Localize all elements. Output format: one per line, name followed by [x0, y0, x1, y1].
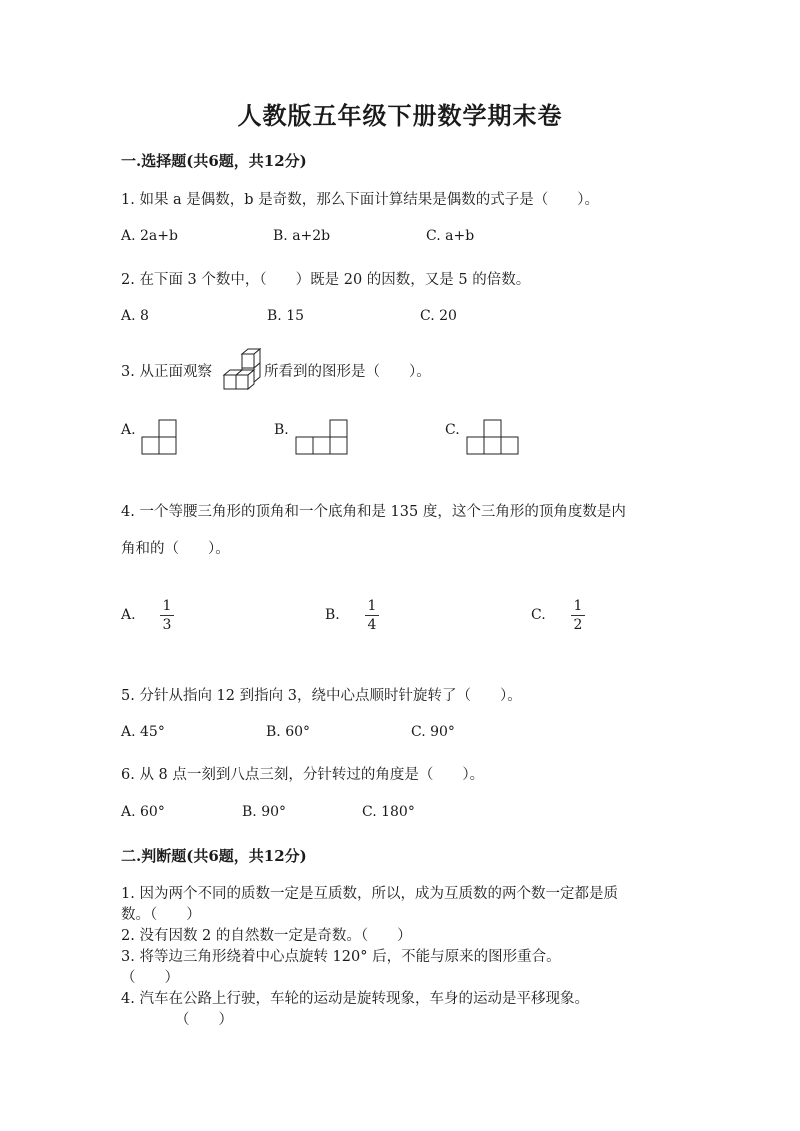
fraction-bar — [160, 615, 174, 616]
question-2-option-c[interactable]: C. 20 — [420, 308, 457, 324]
question-4-option-c[interactable]: C. — [531, 607, 546, 623]
denominator: 3 — [162, 617, 172, 633]
question-1-option-a[interactable]: A. 2a+b — [121, 228, 178, 244]
question-5-text: 5. 分针从指向 12 到指向 3，绕中心点顺时针旋转了（ ）。 — [121, 688, 522, 704]
numerator: 1 — [162, 598, 172, 614]
question-4-line-1: 4. 一个等腰三角形的顶角和一个底角和是 135 度，这个三角形的顶角度数是内 — [121, 504, 626, 520]
question-1-text: 1. 如果 a 是偶数，b 是奇数，那么下面计算结果是偶数的式子是（ ）。 — [121, 192, 599, 208]
fraction-one-quarter — [365, 598, 379, 633]
numerator: 1 — [573, 598, 583, 614]
fraction-bar — [571, 615, 585, 616]
judgment-4-line-1: 4. 汽车在公路上行驶，车轮的运动是旋转现象，车身的运动是平移现象。 — [121, 991, 589, 1007]
question-3-text-after: 所看到的图形是（ ）。 — [264, 364, 431, 380]
section-1-heading: 一.选择题(共6题，共12分) — [121, 152, 307, 170]
question-5-option-a[interactable]: A. 45° — [121, 724, 165, 740]
option-b-shape — [295, 420, 349, 456]
question-2-text: 2. 在下面 3 个数中，（ ）既是 20 的因数，又是 5 的倍数。 — [121, 272, 531, 288]
judgment-3-line-2: （ ） — [121, 970, 179, 986]
question-5-option-c[interactable]: C. 90° — [411, 724, 455, 740]
question-3-option-a[interactable]: A. — [121, 422, 136, 438]
section-2-heading: 二.判断题(共6题，共12分) — [121, 847, 307, 865]
judgment-4-line-2: （ ） — [175, 1012, 233, 1028]
judgment-1-line-1: 1. 因为两个不同的质数一定是互质数，所以，成为互质数的两个数一定都是质 — [121, 886, 618, 902]
question-4-option-b[interactable]: B. — [325, 607, 340, 623]
fraction-bar — [365, 615, 379, 616]
question-6-option-b[interactable]: B. 90° — [242, 804, 287, 820]
question-4-option-a[interactable]: A. — [121, 607, 136, 623]
denominator: 2 — [573, 617, 583, 633]
question-6-text: 6. 从 8 点一刻到八点三刻，分针转过的角度是（ ）。 — [121, 767, 485, 783]
question-1-option-c[interactable]: C. a+b — [426, 228, 475, 244]
question-6-option-a[interactable]: A. 60° — [121, 804, 165, 820]
question-4-line-2: 角和的（ ）。 — [121, 541, 230, 557]
cube-stack-figure — [220, 348, 262, 396]
question-3-option-b[interactable]: B. — [274, 422, 289, 438]
question-1-option-b[interactable]: B. a+2b — [273, 228, 331, 244]
question-3-text-before: 3. 从正面观察 — [121, 364, 212, 380]
question-3-option-c[interactable]: C. — [445, 422, 460, 438]
option-c-shape — [466, 420, 520, 456]
judgment-3-line-1: 3. 将等边三角形绕着中心点旋转 120° 后，不能与原来的图形重合。 — [121, 949, 561, 965]
page-title: 人教版五年级下册数学期末卷 — [237, 101, 563, 130]
question-5-option-b[interactable]: B. 60° — [266, 724, 311, 740]
question-6-option-c[interactable]: C. 180° — [362, 804, 415, 820]
fraction-one-third — [160, 598, 174, 633]
denominator: 4 — [367, 617, 377, 633]
numerator: 1 — [367, 598, 377, 614]
option-a-shape — [141, 420, 177, 456]
question-2-option-b[interactable]: B. 15 — [267, 308, 305, 324]
judgment-2: 2. 没有因数 2 的自然数一定是奇数。（ ） — [121, 928, 412, 944]
fraction-one-half — [571, 598, 585, 633]
question-2-option-a[interactable]: A. 8 — [121, 308, 149, 324]
judgment-1-line-2: 数。（ ） — [121, 907, 201, 923]
